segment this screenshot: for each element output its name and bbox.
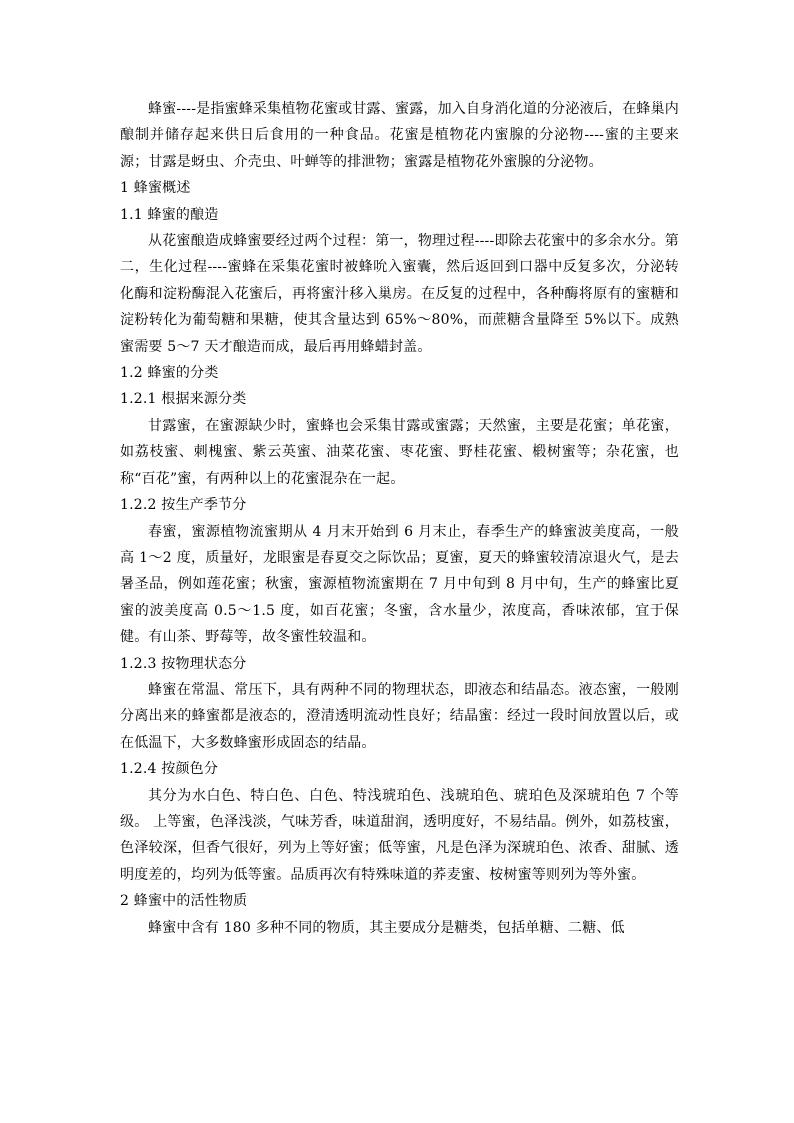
- state-paragraph: 蜂蜜在常温、常压下，具有两种不同的物理状态，即液态和结晶态。液态蜜，一般刚分离出来的蜂蜜都是液态的，澄清透明流动性良好；结晶蜜：经过一段时间放置以后，或在低温下，大多数蜂蜜形成固态的结晶。: [120, 681, 679, 751]
- active-substances-paragraph: 蜂蜜中含有 180 多种不同的物质，其主要成分是糖类，包括单糖、二糖、低: [148, 919, 625, 936]
- heading-1-2-1: 1.2.1 根据来源分类: [120, 391, 247, 408]
- brewing-paragraph: 从花蜜酿造成蜂蜜要经过两个过程：第一，物理过程----即除去花蜜中的多余水分。第二，生化过程----蜜蜂在采集花蜜时被蜂吮入蜜囊，然后返回到口器中反复多次，分泌转化酶和淀粉酶混入花蜜后，再将蜜汁移入巢房。在反复的过程中，各种酶将原有的蜜糖和淀粉转化为葡萄糖和果糖，使其含量达到 65%～80%，而蔗糖含量降至 5%以下。成熟蜜需要 5～7 天才酿造而成，最后再用蜂蜡封盖。: [120, 233, 679, 355]
- intro-paragraph: 蜂蜜----是指蜜蜂采集植物花蜜或甘露、蜜露，加入自身消化道的分泌液后，在蜂巢内酿制并储存起来供日后食用的一种食品。花蜜是植物花内蜜腺的分泌物----蜜的主要来源；甘露是蚜虫、介壳虫、叶蝉等的排泄物；蜜露是植物花外蜜腺的分泌物。: [120, 101, 679, 170]
- heading-1-2-2: 1.2.2 按生产季节分: [120, 497, 247, 514]
- heading-1-2-3: 1.2.3 按物理状态分: [120, 655, 247, 672]
- heading-1-1: 1.1 蜂蜜的酿造: [120, 206, 219, 223]
- heading-2: 2 蜂蜜中的活性物质: [120, 893, 248, 910]
- heading-1-2: 1.2 蜂蜜的分类: [120, 365, 219, 382]
- heading-1-2-4: 1.2.4 按颜色分: [120, 761, 219, 778]
- source-paragraph: 甘露蜜，在蜜源缺少时，蜜蜂也会采集甘露或蜜露；天然蜜，主要是花蜜；单花蜜，如荔枝蜜、刺槐蜜、紫云英蜜、油菜花蜜、枣花蜜、野桂花蜜、椴树蜜等；杂花蜜，也称“百花”蜜，有两种以上的花蜜混杂在一起。: [120, 417, 679, 487]
- color-paragraph: 其分为水白色、特白色、白色、特浅琥珀色、浅琥珀色、琥珀色及深琥珀色 7 个等级。 上等蜜，色泽浅淡，气味芳香，味道甜润，透明度好，不易结晶。例外，如荔枝蜜，色泽较深，但香气很好，列为上等好蜜；低等蜜，凡是色泽为深琥珀色、浓香、甜腻、透明度差的，均列为低等蜜。品质再次有特殊味道的荞麦蜜、桉树蜜等则列为等外蜜。: [120, 787, 679, 883]
- heading-1: 1 蜂蜜概述: [120, 180, 191, 197]
- season-paragraph: 春蜜，蜜源植物流蜜期从 4 月末开始到 6 月末止，春季生产的蜂蜜波美度高，一般高 1～2 度，质量好，龙眼蜜是春夏交之际饮品；夏蜜，夏天的蜂蜜较清凉退火气，是去暑圣品，例如莲花蜜；秋蜜，蜜源植物流蜜期在 7 月中旬到 8 月中旬，生产的蜂蜜比夏蜜的波美度高 0.5～1.5 度，如百花蜜；冬蜜，含水量少，浓度高，香味浓郁，宜于保健。有山茶、野莓等，故冬蜜性较温和。: [120, 523, 679, 646]
